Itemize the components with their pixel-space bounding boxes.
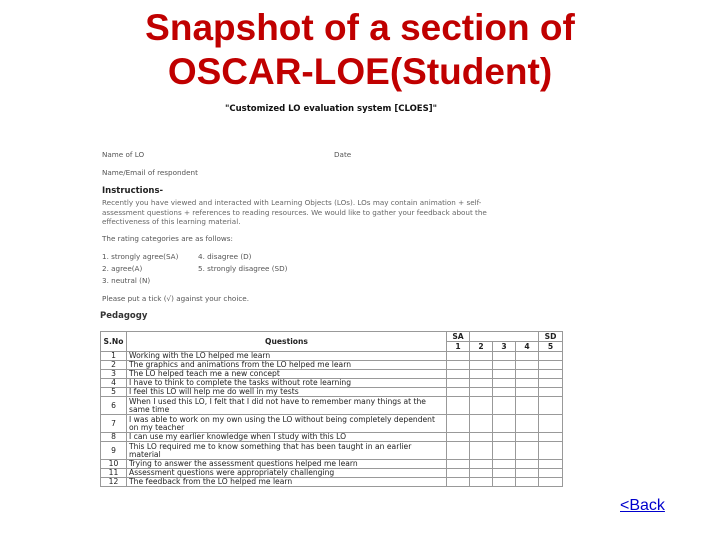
rating-cell[interactable] (493, 352, 516, 361)
rating-cell[interactable] (493, 460, 516, 469)
question-text: The LO helped teach me a new concept (127, 370, 447, 379)
rating-3: 3. neutral (N) (102, 276, 151, 285)
rating-cell[interactable] (447, 478, 470, 487)
scale-number: 3 (493, 342, 516, 352)
rating-cell[interactable] (539, 370, 563, 379)
question-text: I have to think to complete the tasks without rote learning (127, 379, 447, 388)
question-text: I feel this LO will help me do well in my tests (127, 388, 447, 397)
rating-cell[interactable] (470, 433, 493, 442)
question-number: 11 (101, 469, 127, 478)
header-blank (516, 332, 539, 342)
rating-cell[interactable] (470, 388, 493, 397)
question-number: 1 (101, 352, 127, 361)
rating-cell[interactable] (470, 415, 493, 433)
rating-cell[interactable] (447, 469, 470, 478)
question-number: 8 (101, 433, 127, 442)
table-row (101, 442, 563, 460)
rating-cell[interactable] (516, 442, 539, 460)
rating-cell[interactable] (470, 442, 493, 460)
question-text: Working with the LO helped me learn (127, 352, 447, 361)
rating-cell[interactable] (493, 415, 516, 433)
rating-cell[interactable] (470, 361, 493, 370)
rating-cell[interactable] (470, 370, 493, 379)
section-title-pedagogy: Pedagogy (100, 311, 148, 321)
rating-4: 4. disagree (D) (198, 252, 252, 261)
questions-table (100, 331, 563, 487)
rating-1: 1. strongly agree(SA) (102, 252, 179, 261)
form-snapshot (98, 102, 564, 520)
rating-cell[interactable] (539, 388, 563, 397)
back-link[interactable]: <Back (620, 497, 665, 514)
question-text: The feedback from the LO helped me learn (127, 478, 447, 487)
rating-cell[interactable] (539, 415, 563, 433)
rating-cell[interactable] (493, 478, 516, 487)
rating-cell[interactable] (539, 478, 563, 487)
field-label-name-email: Name/Email of respondent (102, 168, 198, 177)
rating-cell[interactable] (447, 415, 470, 433)
rating-cell[interactable] (516, 388, 539, 397)
question-number: 3 (101, 370, 127, 379)
rating-cell[interactable] (447, 379, 470, 388)
rating-cell[interactable] (493, 433, 516, 442)
header-sd: SD (539, 332, 563, 342)
question-text: I was able to work on my own using the LO without being completely dependent on my teacher (127, 415, 447, 433)
rating-cell[interactable] (447, 361, 470, 370)
scale-number: 2 (470, 342, 493, 352)
rating-cell[interactable] (539, 460, 563, 469)
rating-intro: The rating categories are as follows: (102, 234, 233, 243)
rating-cell[interactable] (470, 460, 493, 469)
rating-cell[interactable] (539, 379, 563, 388)
rating-2: 2. agree(A) (102, 264, 143, 273)
header-sno: S.No (101, 332, 127, 352)
rating-cell[interactable] (470, 352, 493, 361)
rating-cell[interactable] (493, 397, 516, 415)
rating-cell[interactable] (470, 469, 493, 478)
header-questions: Questions (127, 332, 447, 352)
rating-cell[interactable] (539, 397, 563, 415)
rating-cell[interactable] (470, 379, 493, 388)
table-header-row (101, 332, 563, 342)
rating-cell[interactable] (516, 379, 539, 388)
rating-cell[interactable] (493, 361, 516, 370)
rating-cell[interactable] (516, 397, 539, 415)
header-blank (493, 332, 516, 342)
field-label-date: Date (334, 150, 352, 159)
scale-number: 1 (447, 342, 470, 352)
question-number: 2 (101, 361, 127, 370)
rating-cell[interactable] (493, 469, 516, 478)
rating-cell[interactable] (493, 442, 516, 460)
rating-cell[interactable] (516, 460, 539, 469)
table-row (101, 397, 563, 415)
instructions-text: Recently you have viewed and interacted with Learning Objects (LOs). LOs may contain animation + self-assessment questions + references to reading resources. We would like to gather your feedback about the effectiveness of this learning material. (102, 198, 487, 226)
question-text: Trying to answer the assessment questions helped me learn (127, 460, 447, 469)
rating-cell[interactable] (516, 469, 539, 478)
instructions-title: Instructions- (102, 186, 164, 196)
rating-5: 5. strongly disagree (SD) (198, 264, 288, 273)
header-blank (470, 332, 493, 342)
question-text: This LO required me to know something that has been taught in an earlier material (127, 442, 447, 460)
slide-title-line-1: Snapshot of a section of (145, 7, 575, 48)
question-number: 9 (101, 442, 127, 460)
rating-cell[interactable] (447, 433, 470, 442)
rating-cell[interactable] (539, 442, 563, 460)
scale-number: 5 (539, 342, 563, 352)
rating-cell[interactable] (516, 370, 539, 379)
question-number: 6 (101, 397, 127, 415)
question-number: 10 (101, 460, 127, 469)
question-text: When I used this LO, I felt that I did not have to remember many things at the same time (127, 397, 447, 415)
question-number: 7 (101, 415, 127, 433)
rating-cell[interactable] (516, 478, 539, 487)
rating-cell[interactable] (539, 352, 563, 361)
tick-instruction: Please put a tick (√) against your choice. (102, 294, 249, 303)
table-row (101, 388, 563, 397)
table-row (101, 433, 563, 442)
rating-cell[interactable] (516, 352, 539, 361)
rating-cell[interactable] (516, 433, 539, 442)
rating-cell[interactable] (539, 361, 563, 370)
slide-title (0, 6, 720, 94)
rating-cell[interactable] (493, 370, 516, 379)
rating-cell[interactable] (516, 415, 539, 433)
table-row (101, 478, 563, 487)
question-text: Assessment questions were appropriately challenging (127, 469, 447, 478)
question-text: I can use my earlier knowledge when I study with this LO (127, 433, 447, 442)
rating-cell[interactable] (447, 370, 470, 379)
question-number: 5 (101, 388, 127, 397)
field-label-name-of-lo: Name of LO (102, 150, 145, 159)
rating-cell[interactable] (447, 442, 470, 460)
table-row (101, 415, 563, 433)
rating-cell[interactable] (539, 433, 563, 442)
question-text: The graphics and animations from the LO helped me learn (127, 361, 447, 370)
form-heading: "Customized LO evaluation system [CLOES]" (224, 104, 438, 114)
questions-table-body (101, 352, 563, 487)
slide-title-line-2: OSCAR-LOE(Student) (167, 51, 553, 92)
scale-number: 4 (516, 342, 539, 352)
rating-cell[interactable] (470, 397, 493, 415)
rating-cell[interactable] (470, 478, 493, 487)
question-number: 4 (101, 379, 127, 388)
rating-cell[interactable] (447, 397, 470, 415)
rating-cell[interactable] (493, 379, 516, 388)
rating-cell[interactable] (447, 352, 470, 361)
rating-cell[interactable] (447, 388, 470, 397)
question-number: 12 (101, 478, 127, 487)
rating-cell[interactable] (493, 388, 516, 397)
rating-cell[interactable] (539, 469, 563, 478)
rating-cell[interactable] (516, 361, 539, 370)
rating-cell[interactable] (447, 460, 470, 469)
header-sa: SA (447, 332, 470, 342)
